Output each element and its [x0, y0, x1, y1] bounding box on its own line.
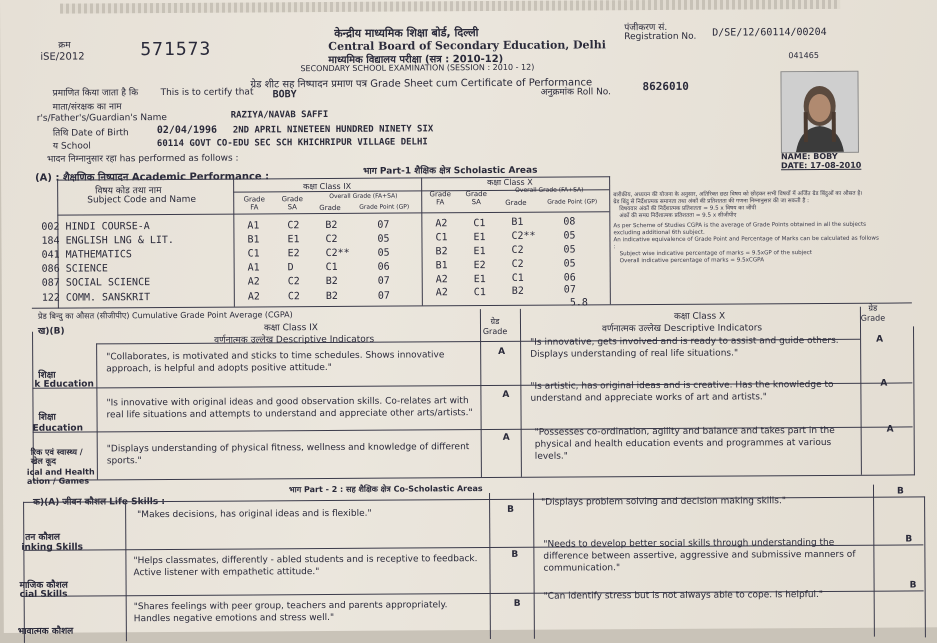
area-label-hindi: शिक्षा [38, 412, 56, 423]
certificate-title: ग्रेड शीट सह निष्पादन प्रमाण पत्र Grade Sheet cum Certificate of Performance [250, 77, 593, 91]
performance-label: भादन निम्नानुसार रहा has performed as follows : [46, 153, 239, 165]
ix-overall: C2 [325, 233, 338, 246]
skill-descriptor-x: "Needs to develop better social skills through understanding the difference between assertive, aggressive and submissive manners of communication." [543, 537, 856, 574]
x-gp: 05 [563, 244, 576, 256]
photo-date: DATE: 17-08-2010 [780, 160, 862, 171]
part-b-class-ix: कक्षा Class IX [263, 323, 318, 334]
side-note: विषयवार अंकों की निर्देशात्मक प्रतिशतता = 9.5 x विषय का जीपी [619, 205, 757, 213]
ix-grade-fa-header: Grade FA [243, 195, 265, 212]
guardian-label: r's/Father's/Guardian's Name [36, 112, 167, 124]
board-name-hindi: केन्द्रीय माध्यमिक शिक्षा बोर्ड, दिल्ली [334, 26, 479, 40]
skill-descriptor-ix: "Shares feelings with peer group, teachers and parents appropriately. Handles negative emotions and stress well." [133, 600, 448, 625]
descriptor-x: "Is innovative, gets involved and is ready to assist and guide others. Displays understanding of real life situations." [530, 335, 839, 360]
skill-descriptor-ix: "Makes decisions, has original ideas and is flexible." [137, 508, 372, 521]
part-b-label: ख)(B) [37, 326, 65, 337]
ix-gp: 07 [377, 275, 390, 287]
registration-label: Registration No. [624, 31, 697, 43]
grade-x: A [880, 378, 888, 389]
x-overall: C2 [511, 258, 524, 270]
x-overall-header: Overall Grade (FA+SA) [515, 186, 584, 194]
side-note: An indicative equivalence of Grade Point and Percentage of Marks can be calculated as follows : [613, 235, 879, 251]
x-gp: 07 [563, 284, 576, 296]
ix-grade-sa-header: Grade SA [281, 195, 303, 212]
x-fa: A2 [435, 218, 448, 230]
board-name: Central Board of Secondary Education, Delhi [328, 38, 606, 53]
x-sa: C1 [473, 287, 486, 299]
x-gp: 05 [563, 230, 576, 242]
part-b-grade-header-ix: ग्रेड Grade [482, 316, 508, 337]
part1-heading-left: (A) : शैक्षणिक निष्पादन Academic Performance : [35, 171, 270, 184]
skill-descriptor-ix: "Helps classmates, differently - abled students and is receptive to feedback. Active listener with empathetic attitude." [133, 554, 478, 579]
ix-overall-header: Overall Grade (FA+SA) [329, 192, 398, 200]
x-overall: B2 [511, 285, 524, 297]
grade-x: A [876, 334, 884, 345]
x-fa: A2 [435, 274, 448, 286]
x-grade-sa-header: Grade SA [465, 190, 487, 207]
part-b-class-x: कक्षा Class X [673, 311, 726, 322]
ix-fa: A2 [247, 291, 260, 303]
ix-sa: E1 [287, 234, 300, 246]
ix-sa: C2 [287, 291, 300, 303]
descriptor-ix: "Collaborates, is motivated and sticks to time schedules. Shows innovative approach, is helpful and adopts positive attitude." [106, 350, 445, 375]
subject-header-hindi: विषय कोड तथा नाम [95, 186, 162, 197]
roll-number: 8626010 [642, 79, 689, 94]
ix-overall: C2** [325, 247, 350, 260]
ix-fa: B1 [247, 234, 260, 246]
ix-fa: A2 [247, 276, 260, 288]
area-label: ical and Health ation / Games [26, 467, 95, 486]
ix-overall: C1 [325, 261, 338, 274]
descriptor-x: "Is artistic, has original ideas and is creative. Has the knowledge to understand and appreciate works of art and artists." [530, 379, 834, 404]
serial-number: 571573 [140, 38, 212, 61]
skill-label: cial Skills [19, 589, 68, 600]
part-b-grade-header-x: ग्रेड Grade [860, 303, 886, 323]
decorative-border [60, 0, 840, 14]
grade-ix: A [498, 346, 506, 357]
part-b-desc-header-x: वर्णनात्मक उल्लेख Descriptive Indicators [601, 323, 763, 335]
subject-name: 184 ENGLISH LNG & LIT. [41, 234, 174, 247]
subject-name: 041 MATHEMATICS [41, 249, 132, 261]
skill-label-hindi: तन कौशल [25, 532, 61, 543]
x-gp: 08 [563, 216, 576, 228]
exam-name-hindi: माध्यमिक विद्यालय परीक्षा (सत्र : 2010-12) [328, 53, 504, 66]
grade-ix: A [502, 432, 510, 443]
x-overall: C1 [511, 272, 524, 284]
ix-overall: B2 [325, 290, 338, 303]
x-fa: B1 [435, 260, 448, 272]
area-label-hindi: शिक्षा [38, 370, 56, 381]
ix-overall: B2 [325, 275, 338, 288]
skill-grade-x: B [905, 534, 913, 545]
photo-code: 041465 [788, 50, 819, 61]
x-overall: C2** [511, 230, 536, 242]
skill-grade-ix: B [513, 598, 521, 609]
x-fa: B2 [435, 246, 448, 258]
guardian-name: RAZIYA/NAVAB SAFFI [230, 109, 329, 121]
ix-sa: D [287, 262, 294, 274]
ix-overall-grade-header: Grade [319, 203, 341, 213]
student-photo-image [781, 72, 857, 152]
side-note: बारीकीय, अध्ययन की योजना के अनुसार, अतिरिक्त छठा विषय को छोड़कर सभी विषयों में अर्जित ग्रेड बिंदुओं का औसत है। [613, 190, 863, 199]
x-gp: 06 [563, 272, 576, 284]
student-name: BOBY [272, 89, 297, 101]
x-sa: E1 [473, 274, 486, 286]
x-gp-header: Grade Point (GP) [547, 198, 598, 206]
descriptor-ix: "Displays understanding of physical fitness, wellness and knowledge of different sports." [106, 442, 470, 467]
side-note: Overall indicative percentage of marks = 9.5xCGPA [619, 257, 765, 265]
photo-name: NAME: BOBY [780, 151, 838, 162]
ix-gp-header: Grade Point (GP) [359, 203, 410, 211]
part-b-desc-header-ix: वर्णनात्मक उल्लेख Descriptive Indicators [214, 334, 375, 346]
x-gp: 05 [563, 258, 576, 270]
skill-label: inking Skills [21, 542, 84, 553]
x-sa: E1 [473, 246, 486, 258]
serial-prefix: iSE/2012 [40, 51, 85, 63]
cgpa-label: प्रेड बिन्दु का औसत (सीजीपीए) Cumulative Grade Point Average (CGPA) [37, 310, 293, 321]
area-label: k Education [34, 379, 94, 390]
ix-gp: 05 [377, 247, 390, 259]
x-sa: E2 [473, 260, 486, 272]
guardian-label-hindi: माता/संरक्षक का नाम [52, 102, 122, 113]
side-note: अंकों की समग्र निर्देशात्मक प्रतिशतता = 9.5 x सीजीपीए [619, 212, 737, 220]
school-name: 60114 GOVT CO-EDU SEC SCH KHICHRIPUR VILLAGE DELHI [156, 137, 428, 150]
exam-name: SECONDARY SCHOOL EXAMINATION (SESSION : 2010 - 12) [300, 62, 535, 74]
ix-sa: C2 [287, 276, 300, 288]
subject-header: Subject Code and Name [87, 194, 197, 206]
subject-name: 086 SCIENCE [41, 263, 108, 275]
grade-ix: A [502, 389, 510, 400]
part1-heading-center: भाग Part-1 शैक्षिक क्षेत्र Scholastic Areas [363, 165, 538, 177]
x-fa: C1 [435, 232, 448, 244]
date-of-birth: 02/04/1996 [156, 124, 218, 137]
ix-fa: A1 [247, 220, 260, 232]
grade-x: A [886, 424, 894, 435]
side-note: ग्रेड बिंदु से निर्देशात्मक समानता तथा अंकों की प्रतिशतता की गणना निम्नानुसार की जा सकती है : [613, 198, 810, 206]
school-label: य School [52, 141, 91, 152]
skill-grade-ix: B [511, 549, 519, 560]
date-of-birth-words: 2ND APRIL NINETEEN HUNDRED NINETY SIX [232, 124, 434, 136]
dob-label: तिथि Date of Birth [52, 128, 129, 139]
descriptor-ix: "Is innovative with original ideas and good observation skills. Co-relates art with real life situations and attempts to understand and appreciate other arts/artists." [106, 396, 473, 421]
skill-descriptor-x: "Can identify stress but is not always able to cope. Is helpful." [543, 589, 824, 602]
x-overall-grade-header: Grade [505, 198, 527, 207]
class-ix-header: कक्षा Class IX [303, 181, 352, 192]
x-grade-fa-header: Grade FA [429, 190, 451, 207]
skill-descriptor-x: "Displays problem solving and decision making skills." [541, 496, 786, 508]
student-photo [780, 71, 858, 153]
x-overall: B1 [511, 216, 524, 228]
part2-heading-left: क)(A) जीवन कौशल Life Skills : [33, 497, 165, 508]
side-note: Subject wise indicative percentage of marks = 9.5xGP of the subject [619, 250, 812, 258]
area-label-hindi: रिक एवं स्वास्थ्य / खेल कूद [30, 447, 83, 466]
ix-fa: A1 [247, 262, 260, 274]
skill-grade-ix: B [507, 504, 515, 515]
subject-name: 122 COMM. SANSKRIT [41, 292, 151, 304]
subject-name: 087 SOCIAL SCIENCE [41, 277, 151, 289]
class-x-header: कक्षा Class X [487, 177, 533, 188]
area-label: Education [32, 423, 84, 434]
skill-grade-x: B [909, 580, 917, 591]
x-overall: C2 [511, 244, 524, 256]
certify-label-hindi: प्रमाणित किया जाता है कि [52, 88, 139, 99]
x-fa: A2 [435, 287, 448, 299]
registration-number: D/SE/12/60114/00204 [712, 26, 827, 39]
ix-gp: 06 [377, 261, 390, 273]
ix-sa: E2 [287, 248, 300, 260]
descriptor-x: "Possesses co-ordination, agility and balance and takes part in the physical and health education events and programmes at various levels." [534, 425, 835, 462]
ix-fa: C1 [247, 248, 260, 260]
skill-label-hindi: माजिक कौशल [19, 580, 68, 591]
ix-overall: B2 [325, 219, 338, 232]
skill-label-hindi: भावात्मक कौशल [17, 626, 74, 637]
cgpa-value: 5.8 [569, 297, 588, 309]
part2-heading-center: भाग Part - 2 : सह शैक्षिक क्षेत्र Co-Scholastic Areas [288, 484, 483, 495]
serial-label: क्रम [58, 40, 71, 51]
ix-gp: 05 [377, 233, 390, 245]
ix-gp: 07 [377, 219, 390, 231]
registration-label-hindi: पंजीकरण सं. [624, 22, 668, 34]
subject-name: 002 HINDI COURSE-A [41, 221, 150, 233]
ix-sa: C2 [287, 220, 300, 232]
side-notes [613, 191, 881, 266]
side-note: As per Scheme of Studies CGPA is the average of Grade Points obtained in all the subjects excluding additional 6th subject. [613, 221, 867, 237]
certify-label: This is to certify that [160, 87, 254, 99]
x-sa: C1 [473, 218, 486, 230]
roll-label: अनुक्रमांक Roll No. [540, 87, 612, 98]
skill-grade-x: B [896, 486, 904, 497]
x-sa: E1 [473, 232, 486, 244]
ix-gp: 07 [377, 290, 390, 302]
